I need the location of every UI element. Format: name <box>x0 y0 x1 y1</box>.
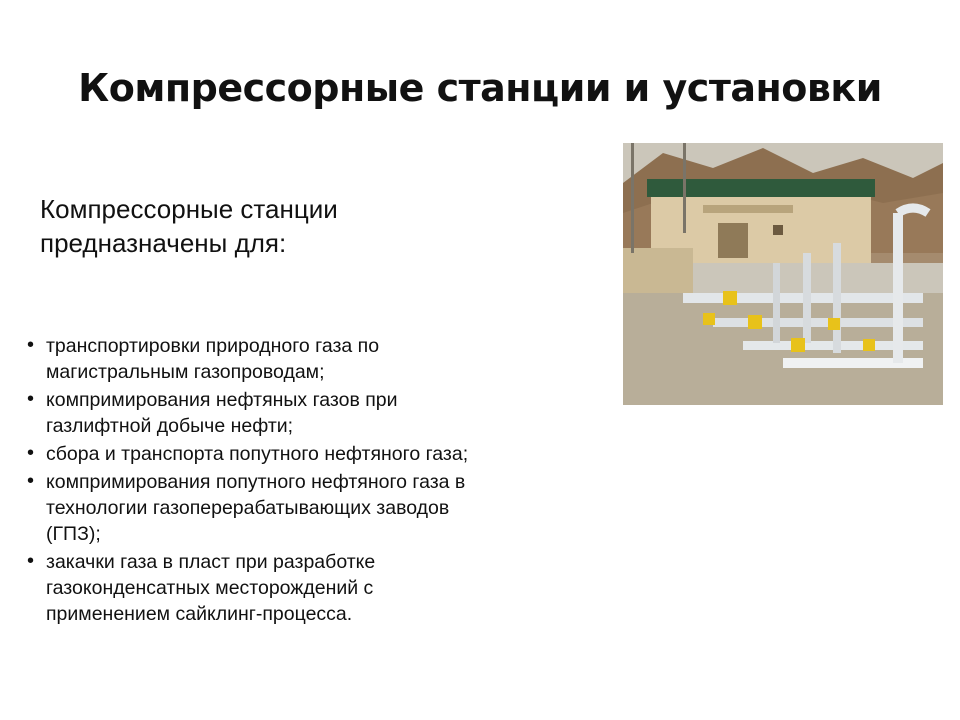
list-item <box>24 387 584 439</box>
list-item <box>24 441 584 467</box>
bullet-text: транспортировки природного газа по <box>46 335 380 357</box>
intro-line-2: предназначены для: <box>40 228 287 258</box>
list-item <box>24 333 584 385</box>
bullet-text: магистральным газопроводам; <box>46 361 325 383</box>
compressor-station-photo <box>623 143 943 405</box>
list-item <box>24 549 584 627</box>
list-item <box>24 469 584 547</box>
slide-title: Компрессорные станции и установки <box>78 66 882 110</box>
bullet-text: газлифтной добыче нефти; <box>46 415 294 437</box>
bullet-list <box>24 333 584 629</box>
bullet-icon: • <box>27 388 35 410</box>
bullet-text: технологии газоперерабатывающих заводов <box>46 497 450 519</box>
compressor-station-illustration <box>623 143 943 405</box>
bullet-text: компримирования попутного нефтяного газа в <box>46 471 466 493</box>
bullet-text: закачки газа в пласт при разработке <box>46 551 376 573</box>
bullet-text: компримирования нефтяных газов при <box>46 389 398 411</box>
bullet-text: (ГПЗ); <box>46 523 101 545</box>
bullet-text: газоконденсатных месторождений с <box>46 577 374 599</box>
bullet-text: сбора и транспорта попутного нефтяного газа; <box>46 443 469 465</box>
bullet-icon: • <box>27 442 35 464</box>
bullet-icon: • <box>27 550 35 572</box>
bullet-icon: • <box>27 334 35 356</box>
intro-text <box>40 192 600 260</box>
bullet-text: применением сайклинг-процесса. <box>46 603 353 625</box>
bullet-icon: • <box>27 470 35 492</box>
intro-line-1: Компрессорные станции <box>40 194 338 224</box>
